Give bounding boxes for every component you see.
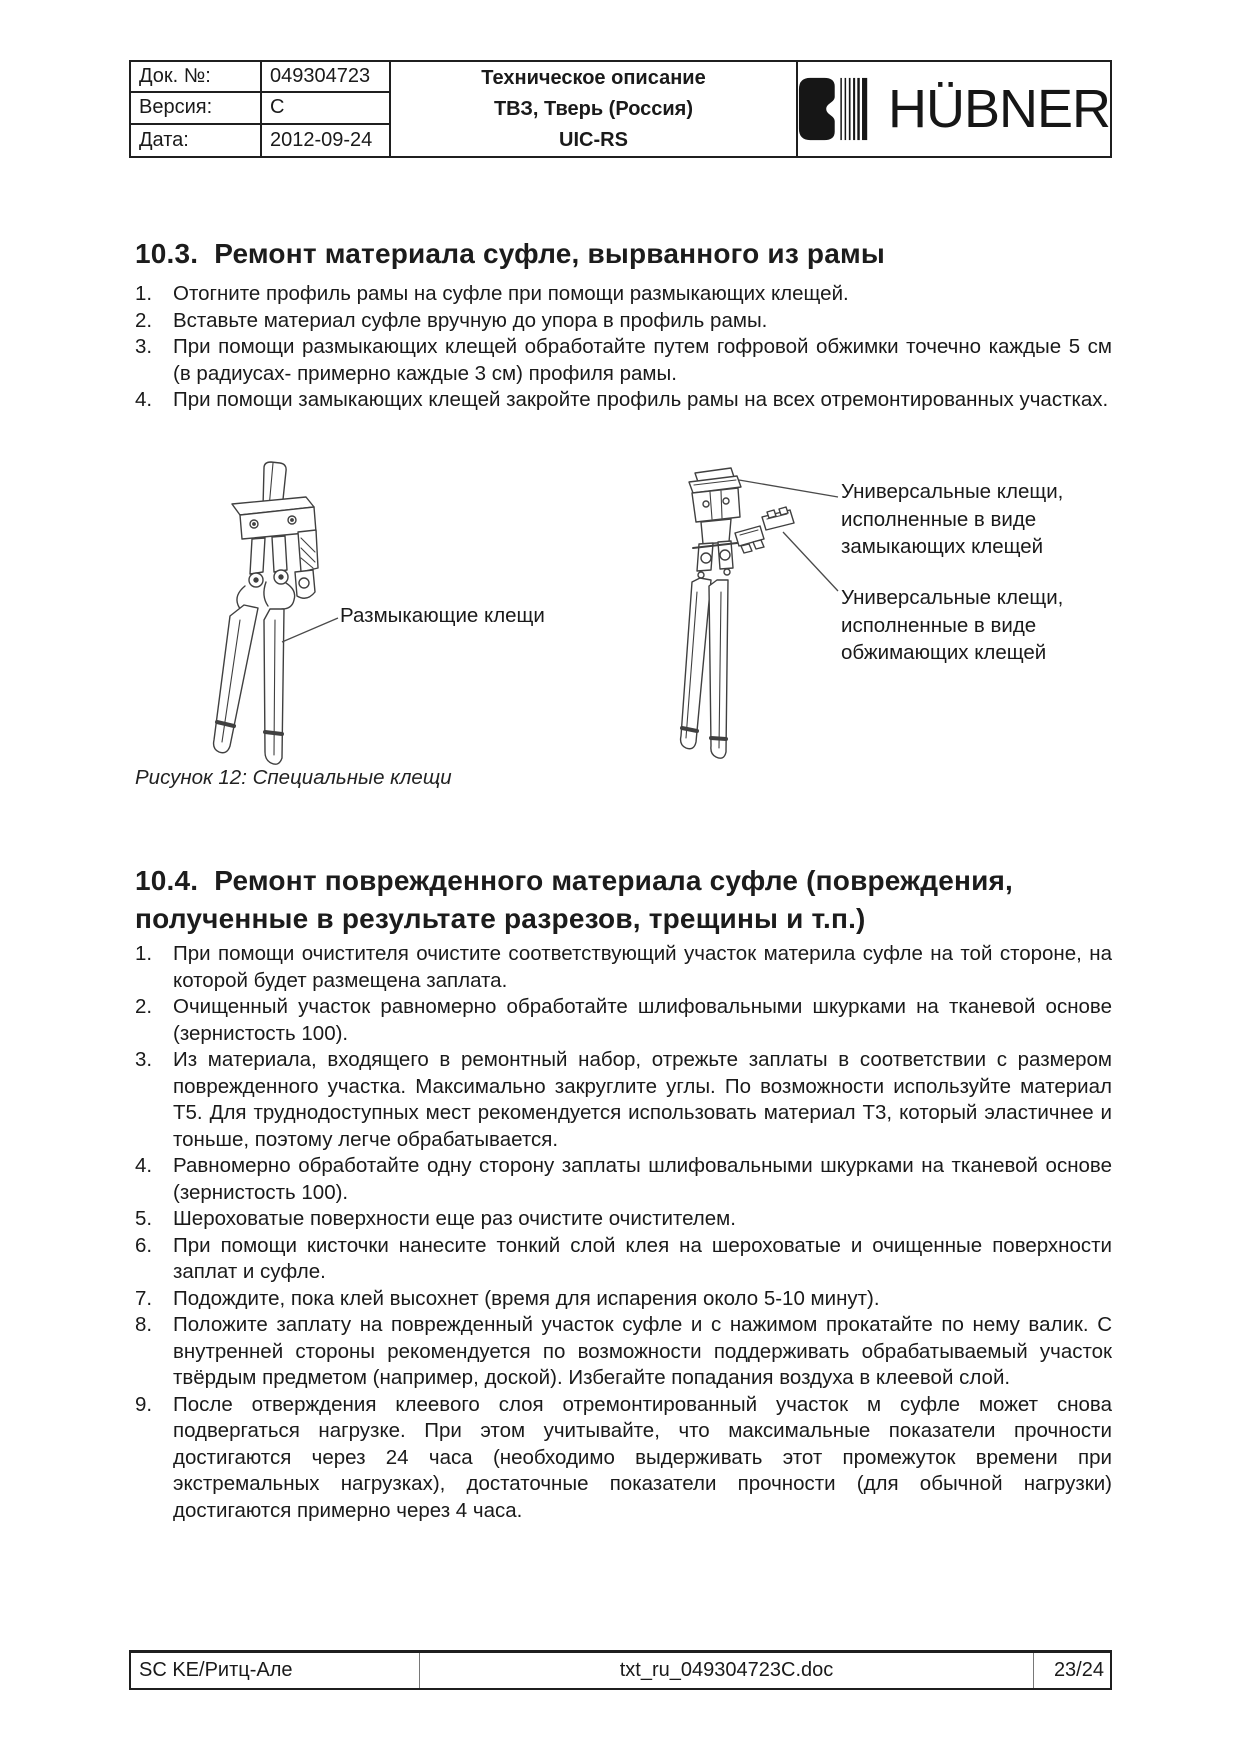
section-number: 10.3. bbox=[135, 238, 199, 269]
document-title-line: ТВЗ, Тверь (Россия) bbox=[493, 97, 694, 120]
list-item-number: 9. bbox=[135, 1392, 153, 1416]
detached-jaw-pieces-drawing bbox=[735, 507, 794, 553]
list-item bbox=[135, 387, 1112, 414]
section-title: Ремонт поврежденного материала суфле (повреждения, полученные в результате разрезов, трещины и т.п.) bbox=[135, 865, 1014, 934]
section-number: 10.4. bbox=[135, 865, 199, 896]
section-heading-10-4 bbox=[135, 862, 1114, 938]
figure-label-opening-pliers: Размыкающие клещи bbox=[340, 604, 545, 627]
list-item-number: 4. bbox=[135, 388, 153, 411]
list-item bbox=[135, 281, 1112, 308]
section-title: Ремонт материала суфле, вырванного из рамы bbox=[214, 238, 886, 269]
list-item bbox=[135, 994, 1112, 1047]
hubner-wordmark: HÜBNER bbox=[887, 79, 1110, 139]
list-item-text: При помощи кисточки нанесите тонкий слой клея на шероховатые и очищенные поверхности заплат и суфле. bbox=[173, 1233, 1112, 1283]
figure-caption: Рисунок 12: Специальные клещи bbox=[135, 766, 452, 789]
doc-number-value: 049304723 bbox=[262, 62, 391, 93]
hubner-logo bbox=[798, 62, 1110, 156]
list-item bbox=[135, 1206, 1112, 1233]
list-item-number: 1. bbox=[135, 942, 153, 965]
list-item-number: 7. bbox=[135, 1286, 153, 1310]
list-item-text: При помощи замыкающих клещей закройте профиль рамы на всех отремонтированных участках. bbox=[173, 388, 1109, 411]
list-item-number: 6. bbox=[135, 1233, 153, 1257]
document-title-block bbox=[391, 62, 798, 156]
list-item-text: Положите заплату на поврежденный участок суфле и с нажимом прокатайте по нему валик. С внутренней стороны рекомендуется по возможности поддерживать обрабатываемый участок твёрдым предметом (например, доской). Избегайте попадания воздуха в клеевой слой. bbox=[173, 1313, 1112, 1389]
hubner-logo-mark-icon bbox=[798, 75, 879, 143]
document-title-line: UIC-RS bbox=[559, 128, 628, 151]
document-title-line: Техническое описание bbox=[481, 66, 706, 89]
list-item bbox=[135, 1392, 1112, 1525]
list-item-text: Равномерно обработайте одну сторону заплаты шлифовальными шкурками на тканевой основе (зернистость 100). bbox=[173, 1154, 1112, 1204]
list-item-text: При помощи очистителя очистите соответствующий участок материла суфле на той стороне, на которой будет размещена заплата. bbox=[173, 942, 1112, 992]
list-item bbox=[135, 1233, 1112, 1286]
footer-author: SC KE/Ритц-Але bbox=[131, 1653, 420, 1688]
list-item-text: Отогните профиль рамы на суфле при помощи размыкающих клещей. bbox=[173, 282, 849, 305]
list-item-number: 1. bbox=[135, 282, 153, 305]
figure-12 bbox=[135, 420, 1112, 766]
opening-pliers-drawing bbox=[214, 462, 318, 764]
list-item-text: Очищенный участок равномерно обработайте шлифовальными шкурками на тканевой основе (зернистость 100). bbox=[173, 995, 1112, 1045]
figure-label-closing-pliers: Универсальные клещи, исполненные в виде замыкающих клещей bbox=[841, 480, 1064, 558]
version-label: Версия: bbox=[131, 93, 262, 124]
version-value: C bbox=[262, 93, 391, 124]
list-item bbox=[135, 941, 1112, 994]
list-item bbox=[135, 1153, 1112, 1206]
list-item-number: 3. bbox=[135, 1048, 153, 1071]
list-item-number: 3. bbox=[135, 335, 153, 358]
list-item bbox=[135, 1286, 1112, 1313]
list-item bbox=[135, 334, 1112, 387]
list-item bbox=[135, 1312, 1112, 1392]
list-item-text: После отверждения клеевого слоя отремонтированный участок м суфле может снова подвергаться нагрузке. При этом учитывайте, что максимальные показатели прочности достигаются через 24 часа (необходимо выдерживать этот промежуток времени при экстремальных нагрузках), достаточные показатели прочности (для обычной нагрузки) достигаются примерно через 4 часа. bbox=[173, 1392, 1112, 1522]
list-item-number: 2. bbox=[135, 995, 153, 1018]
date-label: Дата: bbox=[131, 125, 262, 156]
document-footer-table bbox=[129, 1650, 1112, 1690]
section-heading-10-3 bbox=[135, 235, 1114, 273]
numbered-list-10-4 bbox=[135, 941, 1112, 1524]
list-item-number: 8. bbox=[135, 1313, 153, 1336]
list-item bbox=[135, 1047, 1112, 1153]
numbered-list-10-3 bbox=[135, 281, 1112, 414]
figure-label-crimping-pliers: Универсальные клещи, исполненные в виде обжимающих клещей bbox=[841, 586, 1064, 664]
list-item-number: 4. bbox=[135, 1154, 153, 1177]
list-item-text: При помощи размыкающих клещей обработайте путем гофровой обжимки точечно каждые 5 см (в радиусах- примерно каждые 3 см) профиля рамы. bbox=[173, 335, 1112, 385]
footer-filename: txt_ru_049304723C.doc bbox=[420, 1653, 1034, 1688]
list-item-text: Вставьте материал суфле вручную до упора в профиль рамы. bbox=[173, 308, 768, 332]
list-item-text: Из материала, входящего в ремонтный набор, отрежьте заплаты в соответствии с размером поврежденного участка. Максимально закруглите углы. По возможности используйте материал Т5. Для труднодоступных мест рекомендуется использовать материал Т3, который эластичнее и тоньше, поэтому легче обрабатывается. bbox=[173, 1048, 1112, 1151]
list-item-number: 5. bbox=[135, 1207, 153, 1230]
list-item-number: 2. bbox=[135, 308, 153, 332]
list-item-text: Шероховатые поверхности еще раз очистите очистителем. bbox=[173, 1207, 736, 1230]
date-value: 2012-09-24 bbox=[262, 125, 391, 156]
list-item-text: Подождите, пока клей высохнет (время для испарения около 5-10 минут). bbox=[173, 1286, 880, 1310]
doc-number-label: Док. №: bbox=[131, 62, 262, 93]
footer-page-number: 23/24 bbox=[1053, 1659, 1104, 1681]
universal-pliers-drawing bbox=[681, 468, 741, 758]
list-item bbox=[135, 308, 1112, 335]
document-header-table bbox=[129, 60, 1112, 158]
